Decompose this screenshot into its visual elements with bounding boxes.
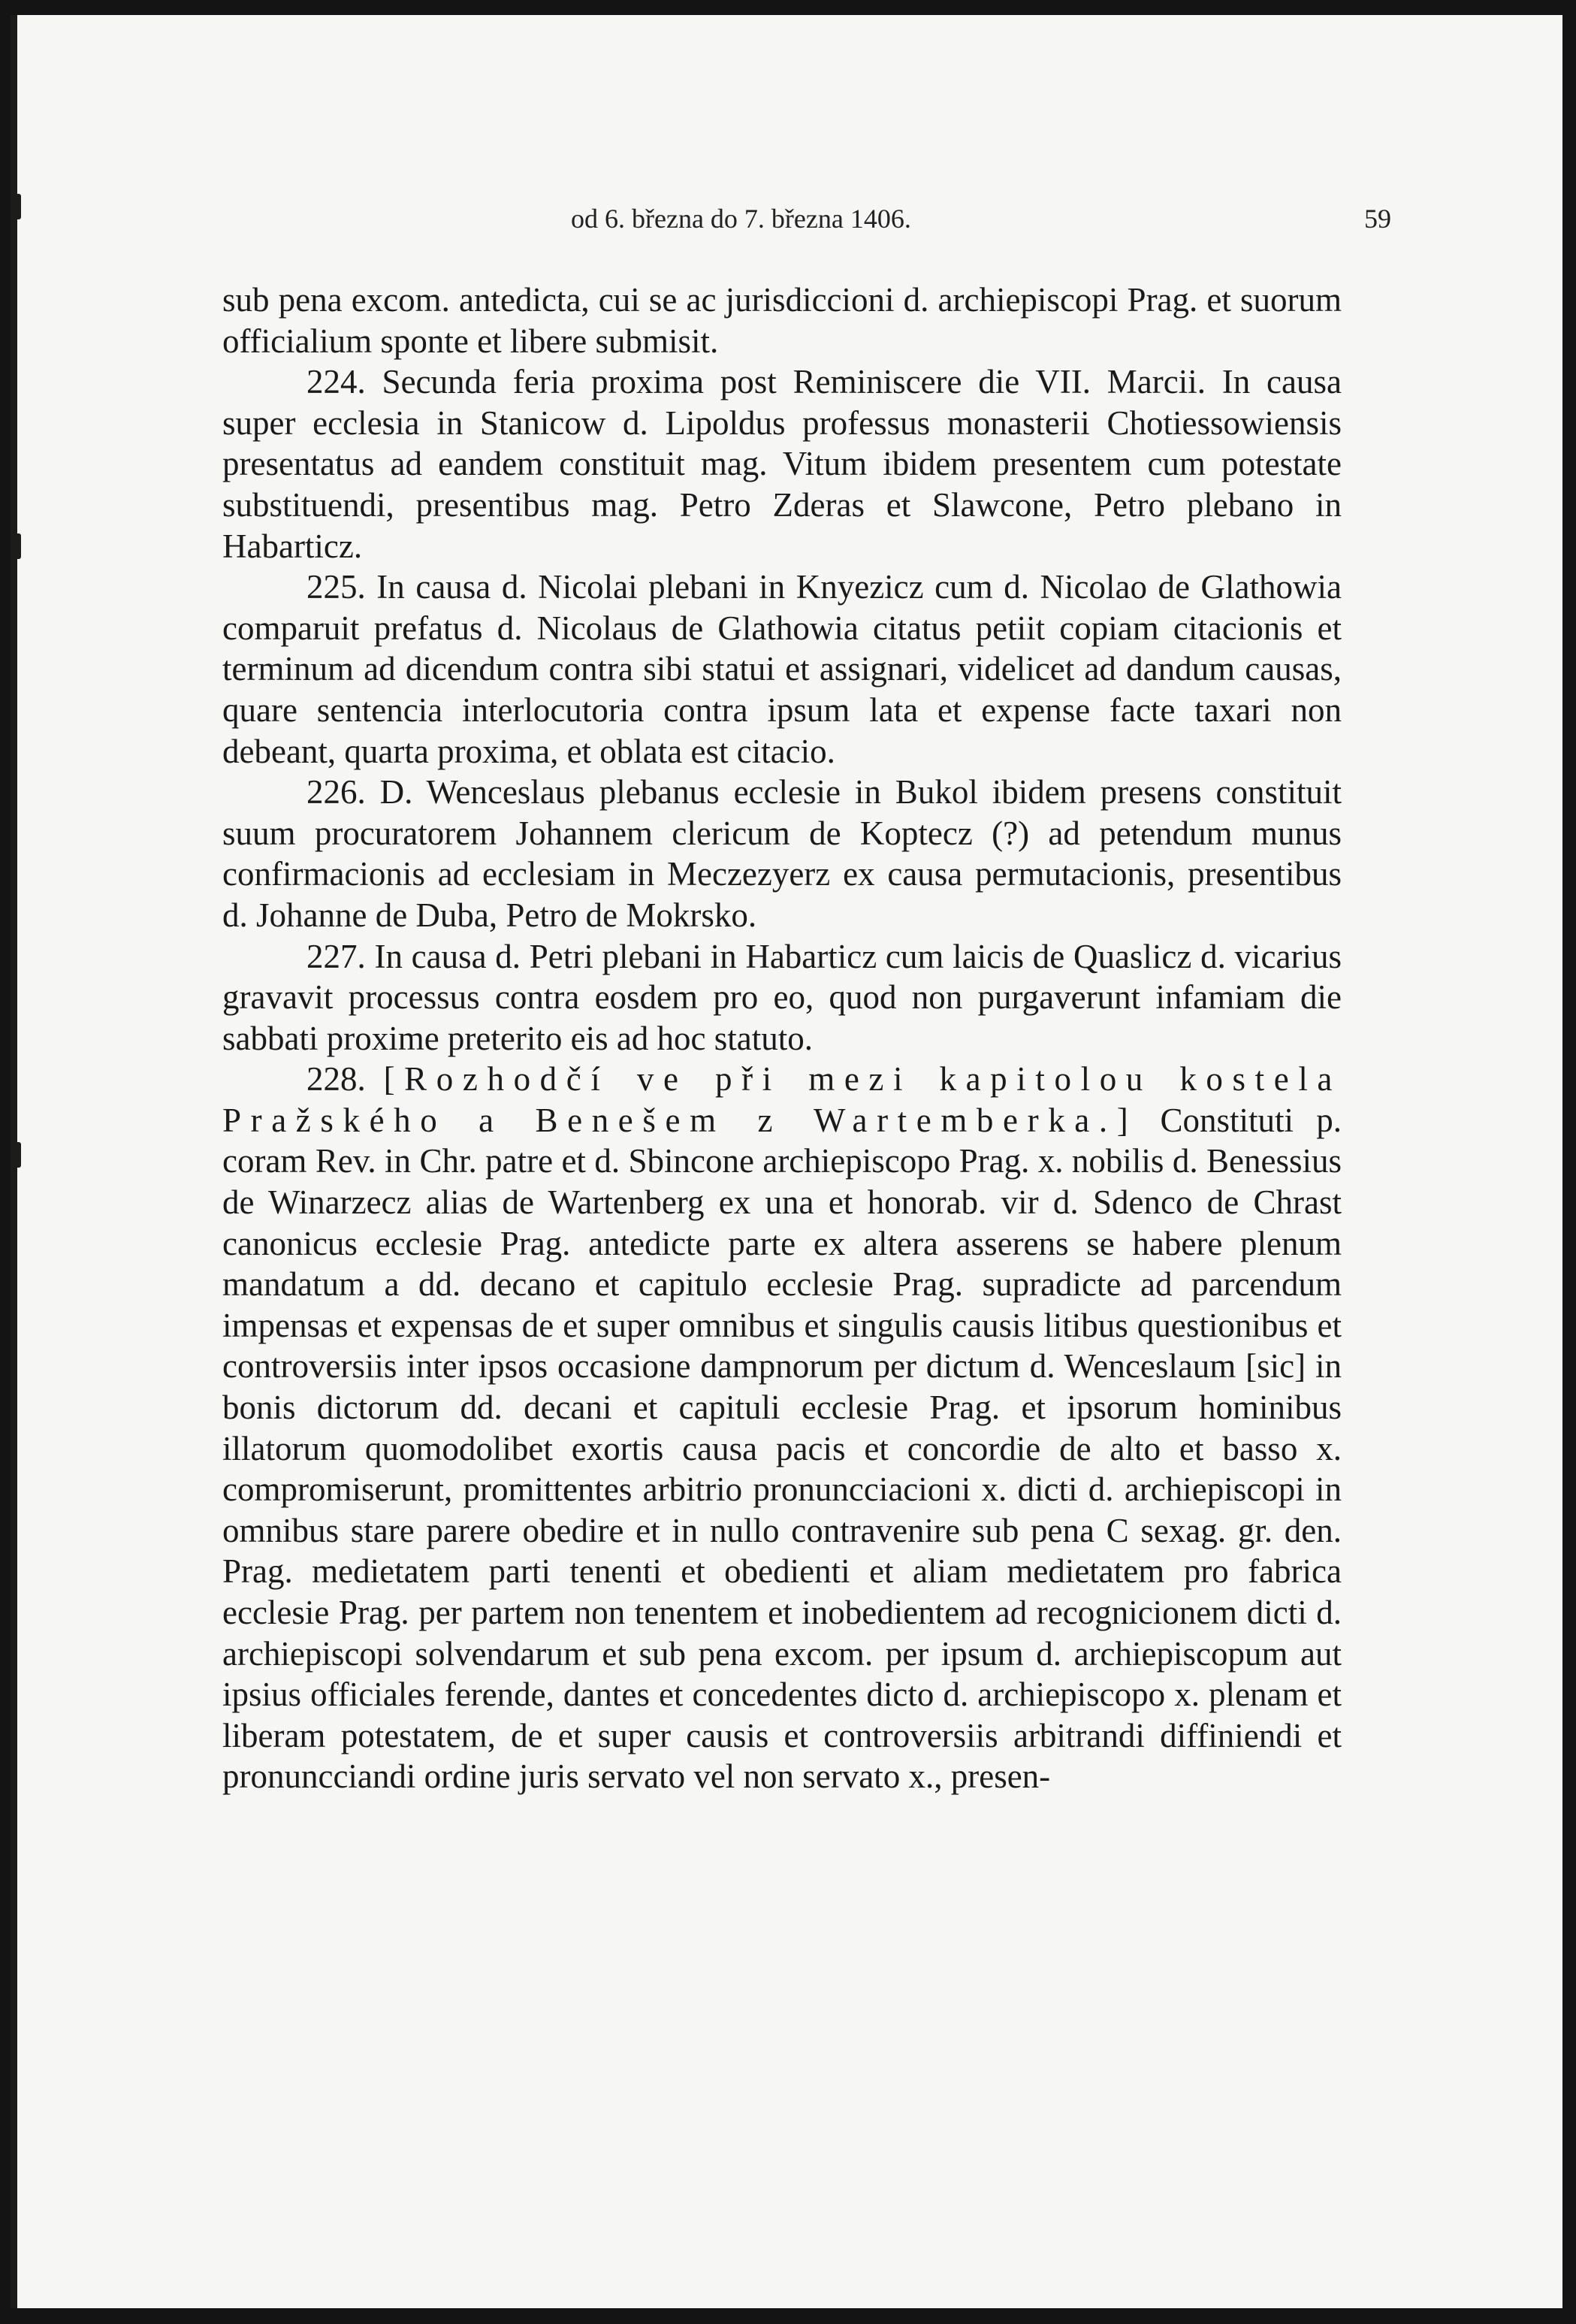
entry-heading: [Rozhodčí ve při mezi kapitolou kostela Pražského a Benešem z Wartemberka.] bbox=[222, 1060, 1342, 1139]
page-header bbox=[11, 192, 1391, 237]
running-title: od 6. března do 7. března 1406. bbox=[571, 204, 911, 234]
entry-text: Constituti p. coram Rev. in Chr. patre et d. Sbincone archiepiscopo Prag. x. nobilis d. Benessius de Winarzecz alias de Wartenberg ex una et honorab. vir d. Sdenco de Chrast canonicus ecclesie Prag. antedicte parte ex altera asserens se habere plenum mandatum a dd. decano et capitulo ecclesie Prag. supradicte ad parcendum impensas et expensas de et super omnibus et singulis causis litibus questionibus et controversiis inter ipsos occasione dampnorum per dictum d. Wenceslaum [sic] in bonis dictorum dd. decani et capituli ecclesie Prag. et ipsorum hominibus illatorum quomodolibet exortis causa pacis et concordie de alto et basso x. compromiserunt, promittentes arbitrio pronuncciacioni x. dicti d. archiepiscopi in omnibus stare parere obedire et in nullo contravenire sub pena C sexag. gr. den. Prag. medietatem parti tenenti et obedienti et aliam medietatem pro fabrica ecclesie Prag. per partem non tenentem et inobedientem ad recognicionem dicti d. archiepiscopi solvendarum et sub pena excom. per ipsum d. archiepiscopum aut ipsius officiales ferende, dantes et concedentes dicto d. archiepiscopo x. plenam et liberam potestatem, de et super causis et controversiis arbitrandi diffiniendi et pronuncciandi ordine juris servato vel non servato x., presen- bbox=[222, 1101, 1342, 1796]
book-page bbox=[11, 15, 1562, 2308]
paragraph-225: 225. In causa d. Nicolai plebani in Knyezicz cum d. Nicolao de Glathowia comparuit prefatus d. Nicolaus de Glathowia citatus petiit copiam citacionis et terminum ad dicendum contra sibi statui et assignari, videlicet ad dandum causas, quare sentencia interlocutoria contra ipsum lata et expense facte taxari non debeant, quarta proxima, et oblata est citacio. bbox=[222, 568, 1342, 770]
paragraph-227: 227. In causa d. Petri plebani in Habarticz cum laicis de Quaslicz d. vicarius gravavit processus contra eosdem pro eo, quod non purgaverunt infamiam die sabbati proxime preterito eis ad hoc statuto. bbox=[222, 937, 1342, 1057]
binding-mark bbox=[11, 1142, 21, 1168]
binding-mark bbox=[11, 533, 21, 559]
document-body bbox=[222, 280, 1342, 1797]
paragraph-228 bbox=[222, 1059, 1342, 1797]
paragraph-226: 226. D. Wenceslaus plebanus ecclesie in Bukol ibidem presens constituit suum procuratorem Johannem clericum de Koptecz (?) ad petendum munus confirmacionis ad ecclesiam in Meczezyerz ex causa permutacionis, presentibus d. Johanne de Duba, Petro de Mokrsko. bbox=[222, 773, 1342, 934]
page-number: 59 bbox=[1364, 204, 1391, 234]
entry-number: 228. bbox=[306, 1060, 366, 1099]
paragraph-continuation: sub pena excom. antedicta, cui se ac jurisdiccioni d. archiepiscopi Prag. et suorum officialium sponte et libere submisit. bbox=[222, 281, 1342, 360]
paragraph-224: 224. Secunda feria proxima post Reminiscere die VII. Marcii. In causa super ecclesia in Stanicow d. Lipoldus professus monasterii Chotiessowiensis presentatus ad eandem constituit mag. Vitum ibidem presentem cum potestate substituendi, presentibus mag. Petro Zderas et Slawcone, Petro plebano in Habarticz. bbox=[222, 363, 1342, 565]
